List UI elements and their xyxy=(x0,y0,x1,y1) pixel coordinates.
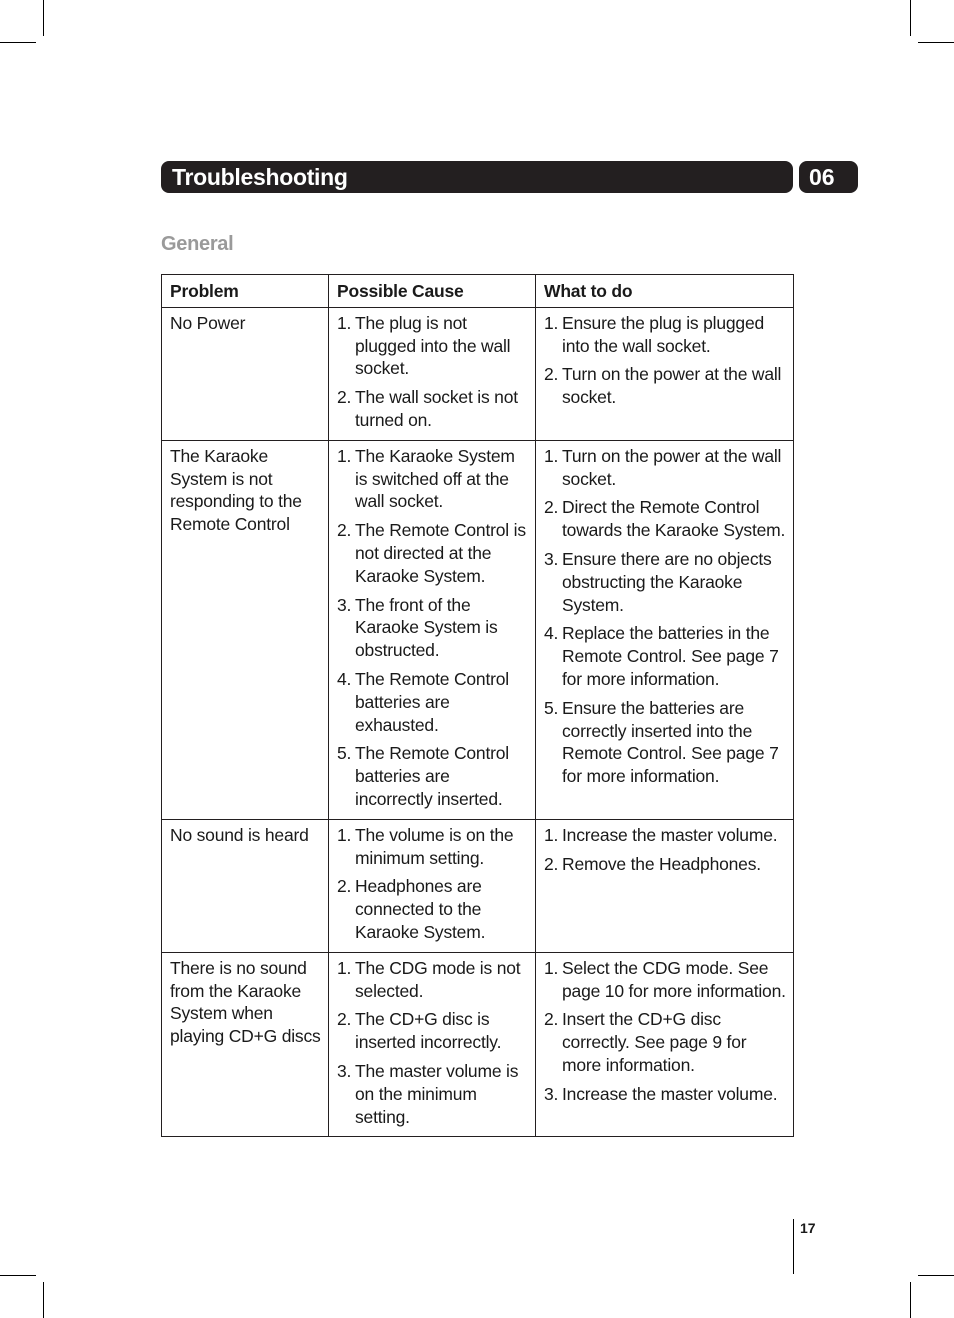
action-item xyxy=(544,1083,787,1106)
action-cell xyxy=(536,952,794,1137)
cause-item xyxy=(337,519,529,587)
table-row xyxy=(162,952,794,1137)
action-item-text: Replace the batteries in the Remote Control. See page 7 for more information. xyxy=(562,623,779,689)
action-cell xyxy=(536,307,794,440)
action-item xyxy=(544,445,787,491)
cause-item xyxy=(337,386,529,432)
cause-item-text: The wall socket is not turned on. xyxy=(355,387,518,430)
cause-list xyxy=(337,445,529,811)
action-item xyxy=(544,622,787,690)
action-list xyxy=(544,957,787,1106)
action-item xyxy=(544,1008,787,1076)
cause-item xyxy=(337,875,529,943)
cause-item xyxy=(337,445,529,513)
cause-cell xyxy=(329,952,536,1137)
action-item-number: 3. xyxy=(544,1083,559,1104)
action-list xyxy=(544,824,787,876)
cause-item xyxy=(337,312,529,380)
column-header-action: What to do xyxy=(536,275,794,308)
action-item-number: 5. xyxy=(544,697,559,718)
cause-item-text: The Remote Control batteries are incorrectly inserted. xyxy=(355,743,509,809)
action-item xyxy=(544,824,787,847)
action-item-number: 2. xyxy=(544,364,559,385)
action-item-text: Turn on the power at the wall socket. xyxy=(562,364,782,408)
action-item-text: Ensure the batteries are correctly inserted into the Remote Control. See page 7 for more information. xyxy=(562,697,779,787)
cause-item-number: 1. xyxy=(337,445,352,466)
crop-mark xyxy=(918,1275,954,1276)
action-item-number: 2. xyxy=(544,853,559,874)
chapter-number: 06 xyxy=(809,164,835,190)
action-item-number: 2. xyxy=(544,1009,559,1030)
action-item xyxy=(544,853,787,876)
cause-item-text: The CDG mode is not selected. xyxy=(355,957,521,1001)
action-item-number: 1. xyxy=(544,312,559,333)
cause-item xyxy=(337,668,529,736)
action-item-text: Remove the Headphones. xyxy=(562,853,761,874)
cause-item-number: 1. xyxy=(337,312,352,333)
cause-list xyxy=(337,957,529,1129)
chapter-badge xyxy=(799,161,858,193)
action-item-number: 1. xyxy=(544,957,559,978)
problem-cell: No Power xyxy=(162,307,329,440)
action-item-text: Increase the master volume. xyxy=(562,824,778,845)
table-row xyxy=(162,307,794,440)
cause-item-number: 4. xyxy=(337,668,352,689)
action-item-number: 2. xyxy=(544,497,559,518)
action-cell xyxy=(536,819,794,952)
crop-mark xyxy=(43,1282,44,1318)
page-header-bar xyxy=(161,161,793,193)
section-title: General xyxy=(161,233,234,255)
action-item-number: 1. xyxy=(544,445,559,466)
cause-item-number: 5. xyxy=(337,743,352,764)
cause-item xyxy=(337,957,529,1003)
action-item xyxy=(544,496,787,542)
action-item xyxy=(544,957,787,1003)
action-list xyxy=(544,445,787,788)
crop-mark xyxy=(918,42,954,43)
cause-item-number: 3. xyxy=(337,594,352,615)
crop-mark xyxy=(43,0,44,36)
cause-list xyxy=(337,824,529,944)
cause-item-number: 2. xyxy=(337,1009,352,1030)
cause-item xyxy=(337,742,529,810)
page-number: 17 xyxy=(800,1220,816,1236)
cause-item-number: 1. xyxy=(337,957,352,978)
crop-mark xyxy=(910,0,911,36)
page-title: Troubleshooting xyxy=(172,164,348,190)
action-item-text: Direct the Remote Control towards the Karaoke System. xyxy=(562,497,786,541)
table-header-row xyxy=(162,275,794,308)
action-item xyxy=(544,363,787,409)
action-item-number: 1. xyxy=(544,824,559,845)
cause-cell xyxy=(329,307,536,440)
table-row xyxy=(162,440,794,819)
action-cell xyxy=(536,440,794,819)
troubleshooting-table xyxy=(161,274,794,1137)
action-item xyxy=(544,312,787,358)
cause-item-text: The Remote Control batteries are exhausted. xyxy=(355,668,509,735)
cause-list xyxy=(337,312,529,432)
page-number-rule xyxy=(793,1219,794,1274)
problem-cell: There is no sound from the Karaoke System when playing CD+G discs xyxy=(162,952,329,1137)
cause-item-text: Headphones are connected to the Karaoke System. xyxy=(355,876,486,942)
cause-item-text: The front of the Karaoke System is obstructed. xyxy=(355,594,498,661)
cause-item xyxy=(337,594,529,662)
cause-item xyxy=(337,1060,529,1128)
cause-item-text: The Remote Control is not directed at the Karaoke System. xyxy=(355,520,526,586)
action-item-text: Insert the CD+G disc correctly. See page 9 for more information. xyxy=(562,1009,747,1075)
table-row xyxy=(162,819,794,952)
cause-item-text: The volume is on the minimum setting. xyxy=(355,824,514,868)
cause-cell xyxy=(329,819,536,952)
cause-item-number: 2. xyxy=(337,876,352,897)
cause-item-number: 2. xyxy=(337,520,352,541)
crop-mark xyxy=(0,1275,36,1276)
cause-item xyxy=(337,1008,529,1054)
problem-cell: The Karaoke System is not responding to the Remote Control xyxy=(162,440,329,819)
column-header-problem: Problem xyxy=(162,275,329,308)
action-item xyxy=(544,548,787,616)
crop-mark xyxy=(910,1282,911,1318)
cause-item-number: 2. xyxy=(337,387,352,408)
column-header-cause: Possible Cause xyxy=(329,275,536,308)
action-item-number: 3. xyxy=(544,548,559,569)
problem-cell: No sound is heard xyxy=(162,819,329,952)
action-item-text: Ensure the plug is plugged into the wall socket. xyxy=(562,312,765,356)
cause-item xyxy=(337,824,529,870)
action-list xyxy=(544,312,787,409)
cause-item-text: The master volume is on the minimum setting. xyxy=(355,1060,519,1127)
action-item-text: Turn on the power at the wall socket. xyxy=(562,445,782,489)
cause-cell xyxy=(329,440,536,819)
cause-item-number: 3. xyxy=(337,1060,352,1081)
action-item-text: Ensure there are no objects obstructing the Karaoke System. xyxy=(562,548,772,615)
crop-mark xyxy=(0,42,36,43)
cause-item-text: The plug is not plugged into the wall socket. xyxy=(355,312,511,379)
action-item-text: Select the CDG mode. See page 10 for more information. xyxy=(562,957,786,1001)
action-item xyxy=(544,697,787,788)
action-item-text: Increase the master volume. xyxy=(562,1083,778,1104)
cause-item-text: The Karaoke System is switched off at the wall socket. xyxy=(355,445,515,512)
action-item-number: 4. xyxy=(544,623,559,644)
cause-item-text: The CD+G disc is inserted incorrectly. xyxy=(355,1009,502,1053)
cause-item-number: 1. xyxy=(337,824,352,845)
